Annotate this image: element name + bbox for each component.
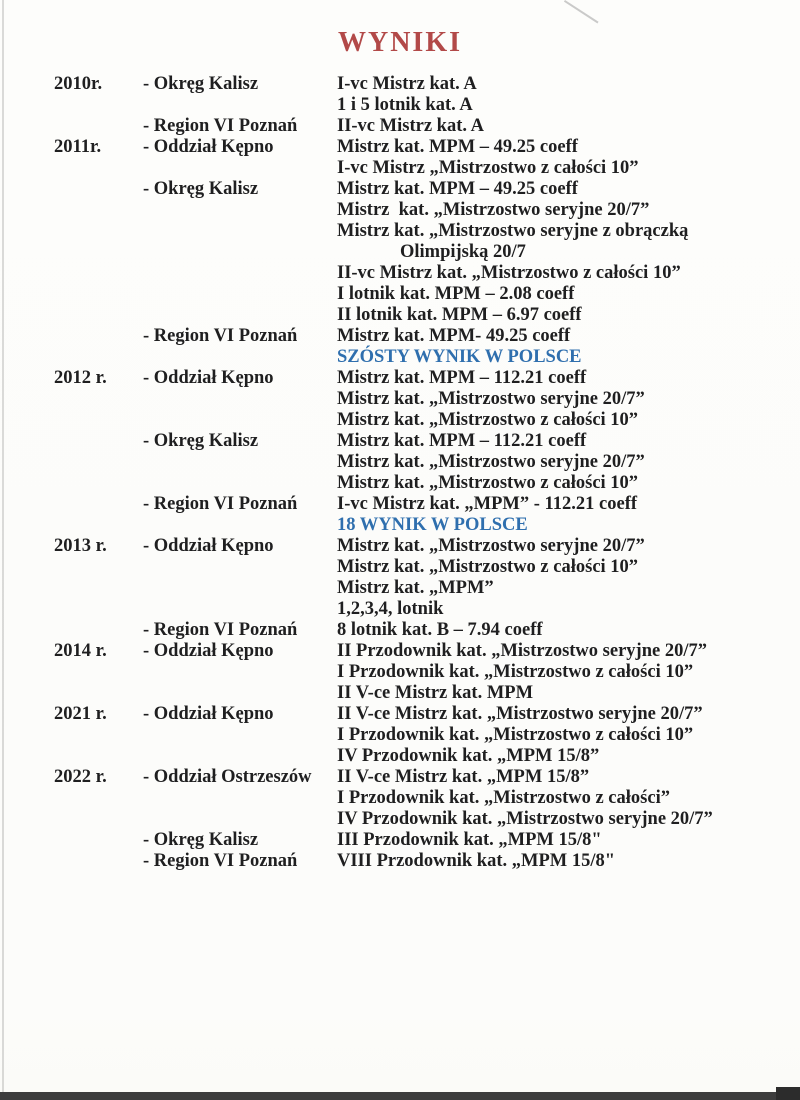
result-cell: Mistrz kat. „Mistrzostwo z całości 10” [337,410,639,430]
table-row [54,326,774,347]
table-row [54,473,774,494]
result-cell: I-vc Mistrz kat. „MPM” - 112.21 coeff [337,494,638,514]
table-row [54,242,774,263]
result-cell: Mistrz kat. „Mistrzostwo seryjne 20/7” [337,452,645,472]
result-cell: Mistrz kat. „MPM” [337,578,494,598]
result-cell: Mistrz kat. „Mistrzostwo z całości 10” [337,473,639,493]
result-cell: Mistrz kat. MPM – 49.25 coeff [337,137,578,157]
table-row [54,620,774,641]
result-cell: Mistrz kat. MPM – 112.21 coeff [337,368,587,388]
table-row [54,263,774,284]
result-cell: 1,2,3,4, lotnik [337,599,444,619]
result-cell: 8 lotnik kat. B – 7.94 coeff [337,620,543,640]
table-row [54,116,774,137]
table-row [54,389,774,410]
region-cell: - Okręg Kalisz [143,74,259,94]
result-cell: I Przodownik kat. „Mistrzostwo z całości 10” [337,725,694,745]
result-cell: III Przodownik kat. „MPM 15/8" [337,830,602,850]
result-cell: Mistrz kat. MPM – 112.21 coeff [337,431,587,451]
year-cell: 2014 r. [54,641,107,661]
result-cell: IV Przodownik kat. „Mistrzostwo seryjne 20/7” [337,809,713,829]
region-cell: - Oddział Kępno [143,137,274,157]
table-row [54,809,774,830]
table-row [54,221,774,242]
year-cell: 2011r. [54,137,102,157]
result-cell: Olimpijską 20/7 [400,242,526,262]
year-cell: 2013 r. [54,536,107,556]
table-row [54,158,774,179]
result-cell: Mistrz kat. „Mistrzostwo z całości 10” [337,557,639,577]
table-row [54,347,774,368]
table-row [54,431,774,452]
table-row [54,95,774,116]
table-row [54,74,774,95]
table-row [54,641,774,662]
region-cell: - Oddział Ostrzeszów [143,767,312,787]
region-cell: - Oddział Kępno [143,641,274,661]
table-row [54,851,774,872]
table-row [54,767,774,788]
scan-scratch-mark [564,0,598,23]
table-row [54,746,774,767]
table-row [54,137,774,158]
result-cell: II V-ce Mistrz kat. „Mistrzostwo seryjne 20/7” [337,704,703,724]
table-row [54,179,774,200]
year-cell: 2012 r. [54,368,107,388]
year-cell: 2022 r. [54,767,107,787]
region-cell: - Region VI Poznań [143,620,298,640]
region-cell: - Region VI Poznań [143,116,298,136]
scan-edge-line [2,0,4,1100]
table-row [54,494,774,515]
result-cell: I Przodownik kat. „Mistrzostwo z całości 10” [337,662,694,682]
result-cell: Mistrz kat. „Mistrzostwo seryjne 20/7” [337,536,645,556]
table-row [54,830,774,851]
page-title: WYNIKI [337,27,462,58]
region-cell: - Region VI Poznań [143,494,298,514]
region-cell: - Oddział Kępno [143,536,274,556]
result-cell: II-vc Mistrz kat. „Mistrzostwo z całości 10” [337,263,681,283]
result-cell: II Przodownik kat. „Mistrzostwo seryjne 20/7” [337,641,707,661]
result-cell: Mistrz kat. „Mistrzostwo seryjne z obrączką [337,221,689,241]
result-cell: Mistrz kat. „Mistrzostwo seryjne 20/7” [337,389,645,409]
table-row [54,284,774,305]
region-cell: - Region VI Poznań [143,326,298,346]
result-cell: II lotnik kat. MPM – 6.97 coeff [337,305,582,325]
region-cell: - Region VI Poznań [143,851,298,871]
table-row [54,452,774,473]
table-row [54,536,774,557]
result-cell: I Przodownik kat. „Mistrzostwo z całości” [337,788,670,808]
result-cell: I-vc Mistrz „Mistrzostwo z całości 10” [337,158,639,178]
table-row [54,704,774,725]
region-cell: - Okręg Kalisz [143,830,259,850]
result-cell: SZÓSTY WYNIK W POLSCE [337,347,582,367]
table-row [54,725,774,746]
table-row [54,515,774,536]
table-row [54,683,774,704]
result-cell: II V-ce Mistrz kat. MPM [337,683,534,703]
region-cell: - Okręg Kalisz [143,179,259,199]
year-cell: 2021 r. [54,704,107,724]
result-cell: Mistrz kat. MPM- 49.25 coeff [337,326,571,346]
table-row [54,578,774,599]
result-cell: I lotnik kat. MPM – 2.08 coeff [337,284,575,304]
year-cell: 2010r. [54,74,103,94]
result-cell: 1 i 5 lotnik kat. A [337,95,473,115]
table-row [54,557,774,578]
table-row [54,410,774,431]
results-table [54,74,774,872]
result-cell: II-vc Mistrz kat. A [337,116,484,136]
result-cell: Mistrz kat. MPM – 49.25 coeff [337,179,578,199]
table-row [54,599,774,620]
result-cell: VIII Przodownik kat. „MPM 15/8" [337,851,616,871]
scan-bottom-corner [776,1087,800,1100]
result-cell: 18 WYNIK W POLSCE [337,515,528,535]
table-row [54,200,774,221]
result-cell: I-vc Mistrz kat. A [337,74,477,94]
region-cell: - Oddział Kępno [143,704,274,724]
result-cell: II V-ce Mistrz kat. „MPM 15/8” [337,767,590,787]
table-row [54,305,774,326]
result-cell: IV Przodownik kat. „MPM 15/8” [337,746,600,766]
table-row [54,788,774,809]
table-row [54,662,774,683]
table-row [54,368,774,389]
result-cell: Mistrz kat. „Mistrzostwo seryjne 20/7” [337,200,650,220]
region-cell: - Oddział Kępno [143,368,274,388]
scan-bottom-band [0,1092,800,1100]
region-cell: - Okręg Kalisz [143,431,259,451]
